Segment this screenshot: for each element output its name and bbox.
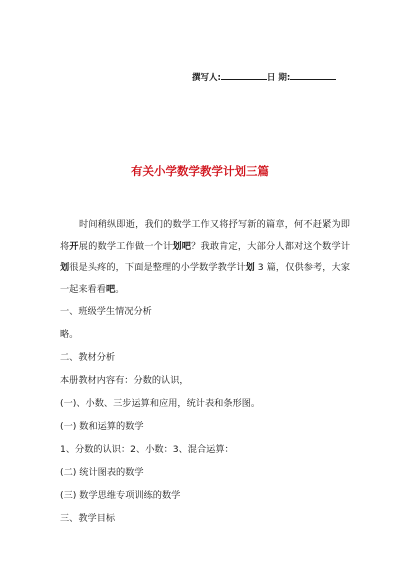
sub-heading-3: (三) 数学思维专项训练的数学 [60,490,181,501]
intro-bold-1: 开 [69,240,79,252]
document-title: 有关小学数学教学计划三篇 [131,164,269,178]
intro-text-4: 很是头疼的，下面是整理的小学数学教学计 [69,262,246,273]
writer-label: 撰写人: [192,73,221,83]
date-label: 日 期: [266,73,291,83]
section-heading-2: 二、教材分析 [60,352,116,363]
body-line-4: 1、分数的认识：2、小数：3、混合运算： [60,444,234,455]
sub-heading-1: (一) 数和运算的数学 [60,421,144,432]
body-line-1: 略。 [60,329,79,340]
date-blank[interactable] [290,70,336,80]
intro-paragraph [60,214,350,300]
header-line [192,70,336,83]
intro-bold-4: 划 [245,262,255,273]
intro-text-6: 。 [115,283,125,295]
intro-text-5: 3 篇，仅供参考，大家一起来看看 [60,262,351,295]
intro-text-3: ？我敢肯定，大部分人都对这个数学计 [191,240,351,252]
intro-bold-3: 划 [60,262,70,273]
body-line-2: 本册教材内容有：分数的认识， [60,375,189,386]
sub-heading-2: (二) 统计图表的数学 [60,467,144,478]
body-line-3: (一)、小数、三步运算和应用，统计表和条形图。 [60,398,261,409]
section-heading-3: 三、教学目标 [60,513,116,524]
section-heading-1: 一、班级学生情况分析 [60,306,152,317]
intro-bold-5: 吧 [105,283,116,295]
writer-blank[interactable] [221,70,267,80]
intro-bold-2: 划吧 [172,240,192,252]
intro-text-1: 时间稍纵即逝，我们的数学工作又将抒写新的篇章，何不赶紧为即将 [60,219,350,252]
intro-text-2: 展的数学工作做一个计 [78,240,173,252]
